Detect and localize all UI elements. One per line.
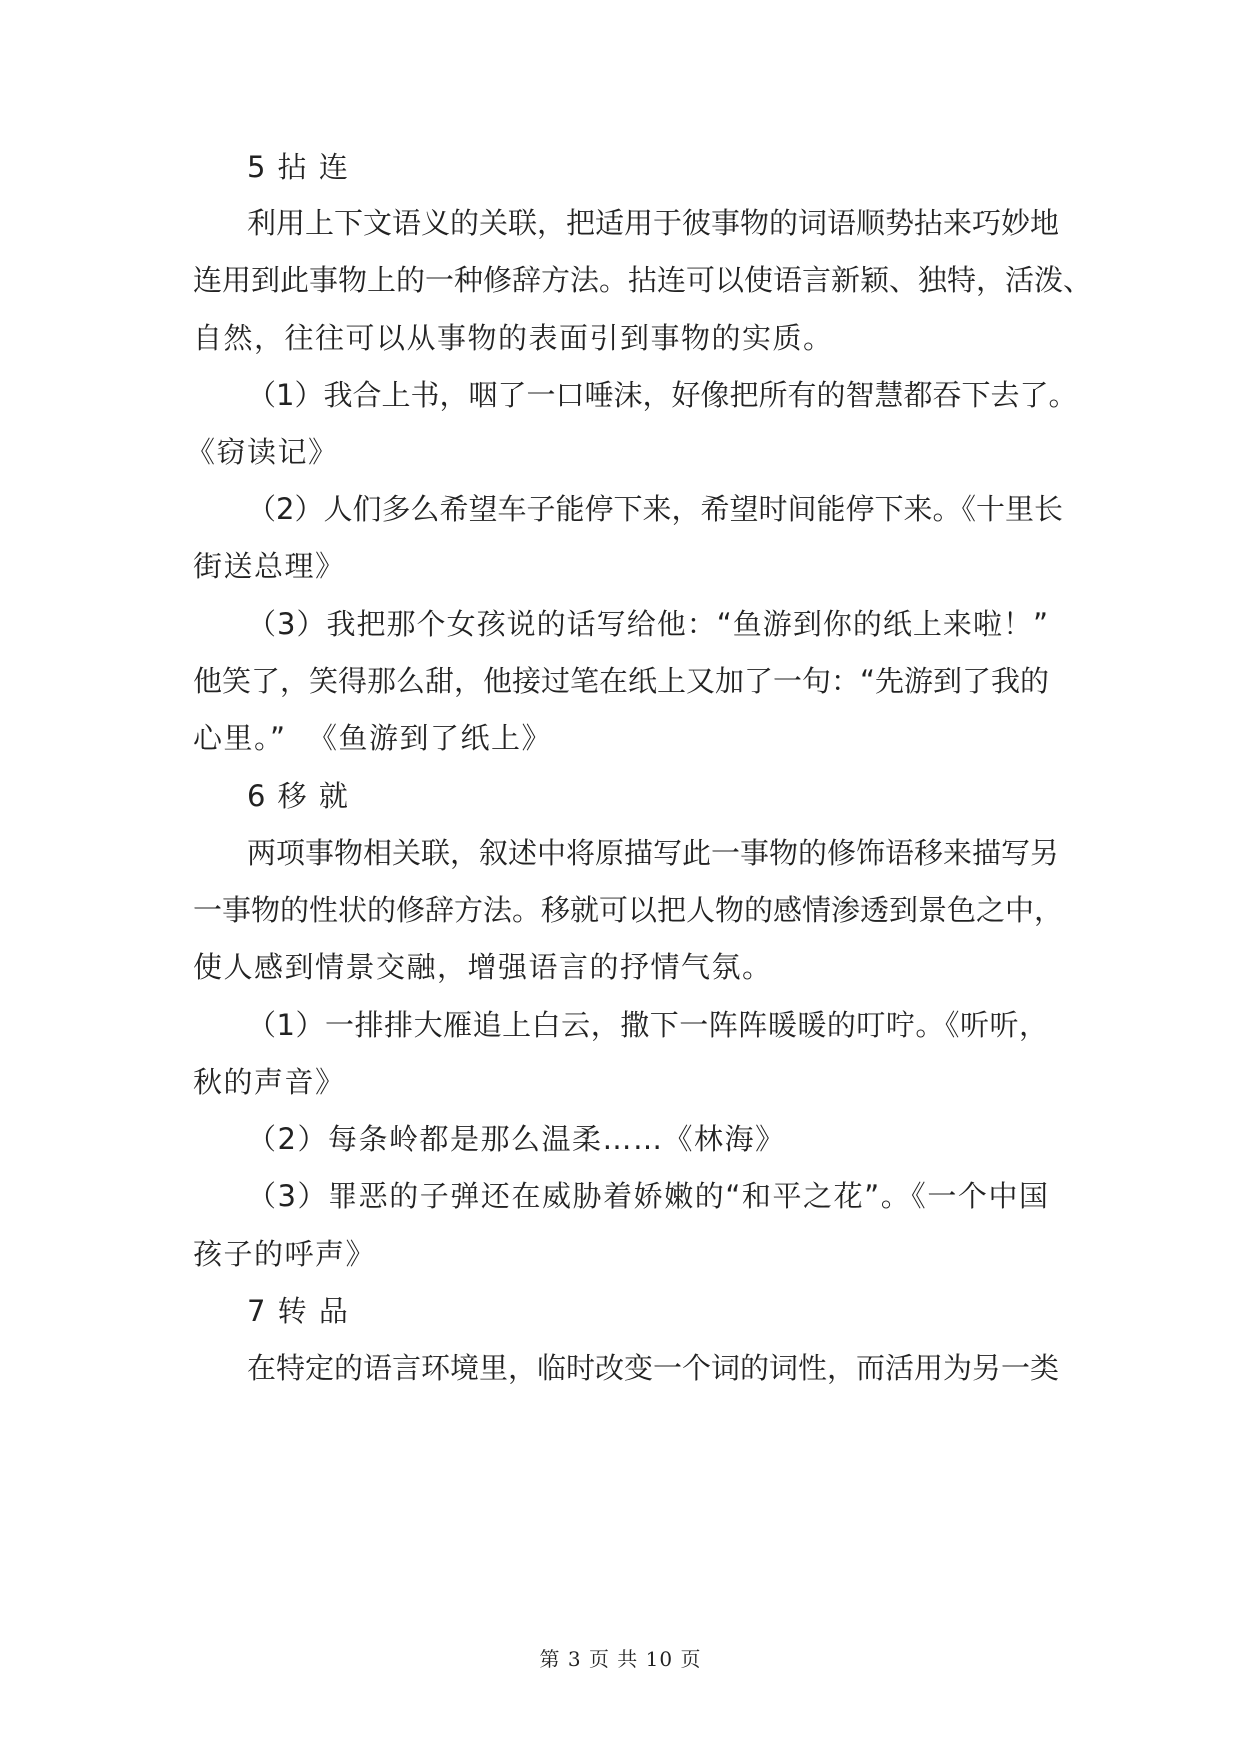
example-line: 《窃读记》	[186, 435, 339, 469]
paragraph-line: 连用到此事物上的一种修辞方法。拈连可以使语言新颖、独特，活泼、	[193, 263, 1093, 297]
paragraph-line: 在特定的语言环境里，临时改变一个词的词性，而活用为另一类	[247, 1351, 1060, 1385]
paragraph-line: 使人感到情景交融，增强语言的抒情气氛。	[193, 950, 773, 984]
example-line: 秋的声音》	[193, 1065, 346, 1099]
paragraph-line: 利用上下文语义的关联，把适用于彼事物的词语顺势拈来巧妙地	[247, 206, 1060, 240]
example-line: 心里。” 《鱼游到了纸上》	[193, 721, 552, 755]
example-line: 孩子的呼声》	[193, 1237, 377, 1271]
paragraph-line: 两项事物相关联，叙述中将原描写此一事物的修饰语移来描写另	[247, 836, 1060, 870]
paragraph-line: 自然，往往可以从事物的表面引到事物的实质。	[193, 321, 834, 355]
heading-6: 6 移 就	[247, 779, 350, 813]
example-line: （3）我把那个女孩说的话写给他：“鱼游到你的纸上来啦！”	[247, 607, 1048, 641]
heading-7: 7 转 品	[247, 1294, 350, 1328]
example-line: （2）每条岭都是那么温柔……《林海》	[247, 1122, 786, 1156]
heading-5: 5 拈 连	[247, 150, 350, 184]
example-line: （1）一排排大雁追上白云，撒下一阵阵暖暖的叮咛。《听听，	[247, 1008, 1048, 1042]
example-line: 街送总理》	[193, 549, 346, 583]
page-footer: 第 3 页 共 10 页	[539, 1647, 702, 1671]
paragraph-line: 一事物的性状的修辞方法。移就可以把人物的感情渗透到景色之中，	[193, 893, 1064, 927]
example-line: （1）我合上书，咽了一口唾沫，好像把所有的智慧都吞下去了。	[247, 378, 1078, 412]
example-line: 他笑了，笑得那么甜，他接过笔在纸上又加了一句：“先游到了我的	[193, 664, 1050, 698]
example-line: （2）人们多么希望车子能停下来，希望时间能停下来。《十里长	[247, 492, 1063, 526]
example-line: （3）罪恶的子弹还在威胁着娇嫩的“和平之花”。《一个中国	[247, 1179, 1048, 1213]
